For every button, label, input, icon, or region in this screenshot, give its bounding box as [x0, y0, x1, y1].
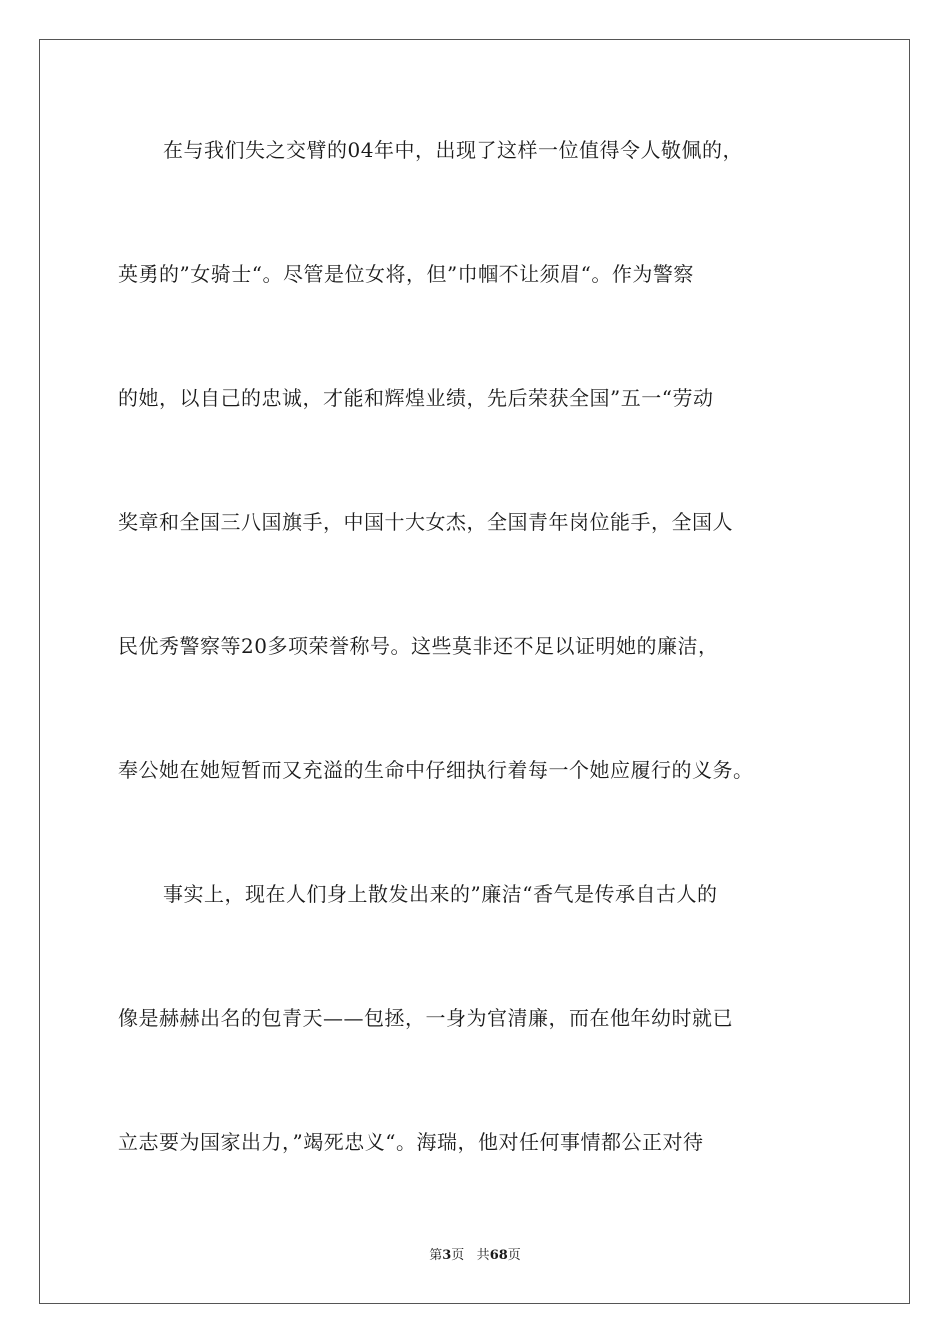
- paragraph-line: 英勇的”女骑士“。尽管是位女将，但”巾帼不让须眉“。作为警察: [118, 262, 694, 286]
- page-footer: [0, 1248, 950, 1264]
- page-number: 3: [442, 1248, 452, 1263]
- total-prefix: 共: [476, 1248, 490, 1263]
- paragraph-line: 在与我们失之交臂的04年中，出现了这样一位值得令人敬佩的，: [163, 138, 743, 162]
- page-prefix: 第: [429, 1248, 443, 1263]
- page-border: [39, 39, 910, 1304]
- paragraph-line: 民优秀警察等20多项荣誉称号。这些莫非还不足以证明她的廉洁，: [118, 634, 719, 658]
- paragraph-line: 像是赫赫出名的包青天——包拯，一身为官清廉，而在他年幼时就已: [118, 1006, 733, 1030]
- page-suffix: 页: [451, 1248, 465, 1263]
- paragraph-line: 立志要为国家出力，”竭死忠义“。海瑞，他对任何事情都公正对待: [118, 1130, 704, 1154]
- paragraph-line: 奖章和全国三八国旗手，中国十大女杰，全国青年岗位能手，全国人: [118, 510, 733, 534]
- total-suffix: 页: [507, 1248, 521, 1263]
- paragraph-line: 的她，以自己的忠诚，才能和辉煌业绩，先后荣获全国”五一“劳动: [118, 386, 714, 410]
- paragraph-line: 奉公她在她短暂而又充溢的生命中仔细执行着每一个她应履行的义务。: [118, 758, 754, 782]
- total-pages: 68: [489, 1248, 508, 1263]
- paragraph-line: 事实上，现在人们身上散发出来的”廉洁“香气是传承自古人的: [163, 882, 718, 906]
